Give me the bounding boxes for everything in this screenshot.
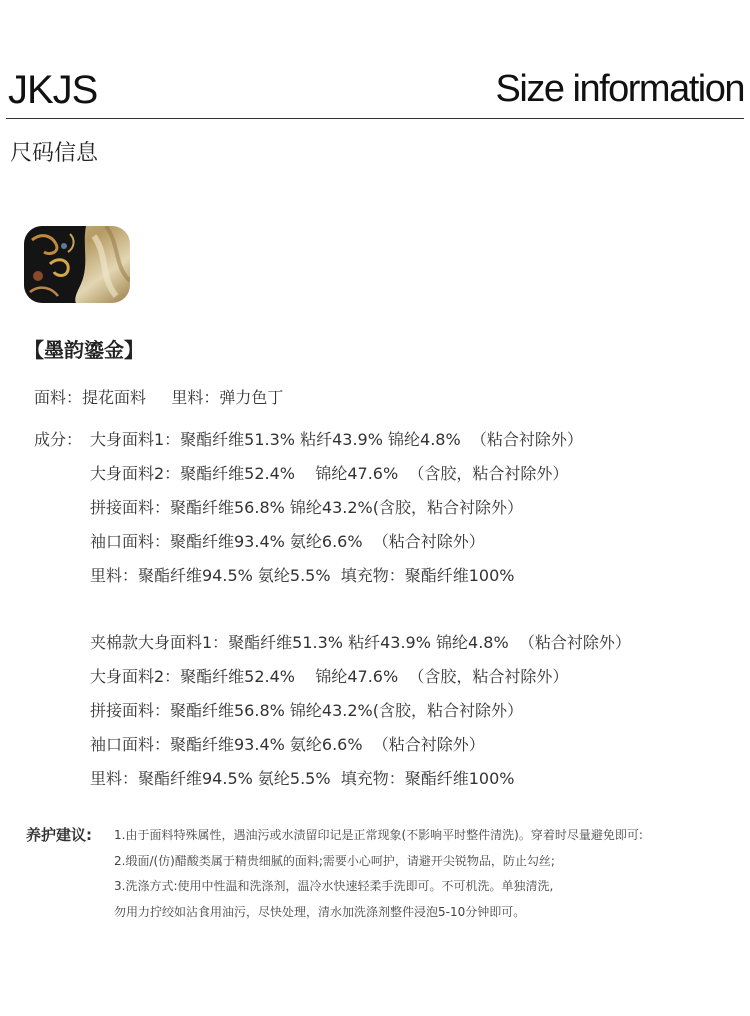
composition-line: 里料：聚酯纤维94.5% 氨纶5.5% 填充物：聚酯纤维100% <box>90 769 515 788</box>
composition-line: 大身面料2：聚酯纤维52.4% 锦纶47.6% （含胶，粘合衬除外） <box>90 667 569 686</box>
care-line: 勿用力拧绞如沾食用油污，尽快处理，清水加洗涤剂整件浸泡5-10分钟即可。 <box>114 905 526 919</box>
composition-line: 袖口面料：聚酯纤维93.4% 氨纶6.6% （粘合衬除外） <box>90 532 485 551</box>
fabric-info: 面料：提花面料 里料：弹力色丁 <box>34 388 284 407</box>
composition-line: 袖口面料：聚酯纤维93.4% 氨纶6.6% （粘合衬除外） <box>90 735 485 754</box>
composition-line: 里料：聚酯纤维94.5% 氨纶5.5% 填充物：聚酯纤维100% <box>90 566 515 585</box>
composition-line: 夹棉款大身面料1：聚酯纤维51.3% 粘纤43.9% 锦纶4.8% （粘合衬除外） <box>90 633 631 652</box>
care-label: 养护建议: <box>26 826 92 844</box>
composition-line: 大身面料1：聚酯纤维51.3% 粘纤43.9% 锦纶4.8% （粘合衬除外） <box>90 430 583 449</box>
brand-logo: JKJS <box>8 68 98 112</box>
composition-line: 大身面料2：聚酯纤维52.4% 锦纶47.6% （含胶，粘合衬除外） <box>90 464 569 483</box>
composition-line: 拼接面料：聚酯纤维56.8% 锦纶43.2%(含胶，粘合衬除外） <box>90 701 523 720</box>
product-name: 【墨韵鎏金】 <box>24 338 144 362</box>
fabric-swatch-icon <box>24 226 130 303</box>
care-line: 1.由于面料特殊属性，遇油污或水渍留印记是正常现象(不影响平时整件清洗)。穿着时尽量避免即可: <box>114 828 643 842</box>
page-title-en: Size information <box>495 68 744 110</box>
care-line: 2.缎面/(仿)醋酸类属于精贵细腻的面料;需要小心呵护，请避开尖锐物品，防止勾丝; <box>114 854 555 868</box>
page-title-cn: 尺码信息 <box>10 141 99 166</box>
composition-line: 拼接面料：聚酯纤维56.8% 锦纶43.2%(含胶，粘合衬除外） <box>90 498 523 517</box>
care-line: 3.洗涤方式:使用中性温和洗涤剂，温冷水快速轻柔手洗即可。不可机洗。单独清洗, <box>114 879 554 893</box>
composition-label: 成分： <box>34 430 83 449</box>
header-divider <box>6 118 744 119</box>
